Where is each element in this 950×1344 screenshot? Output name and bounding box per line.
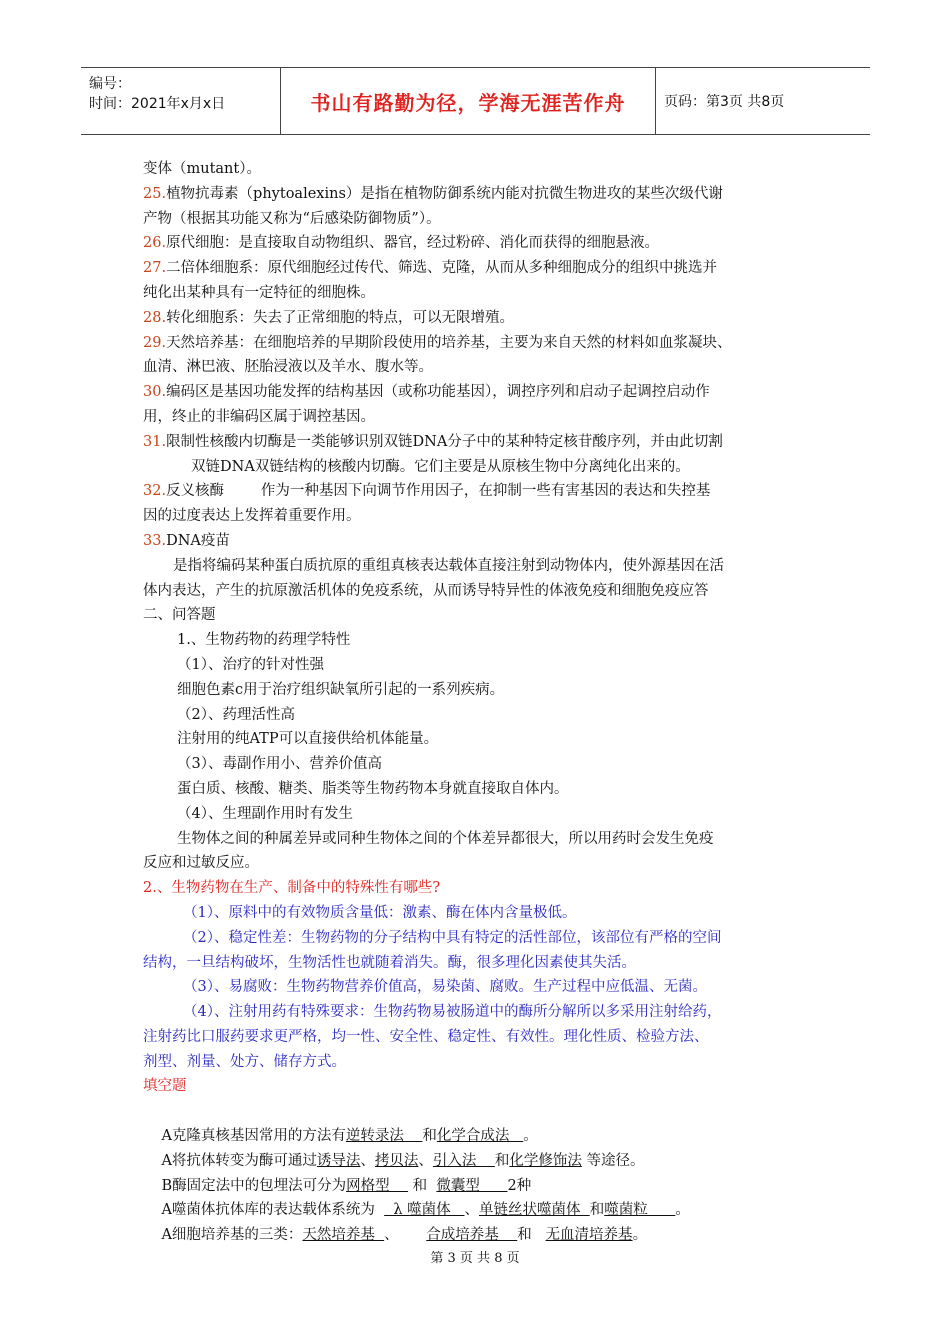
definition-27: 27.二倍体细胞系：原代细胞经过传代、筛选、克隆，从而从多种细胞成分的组织中挑选并 xyxy=(143,260,718,277)
definition-29: 29.天然培养基：在细胞培养的早期阶段使用的培养基，主要为来自天然的材料如血浆凝块、 xyxy=(143,334,732,351)
text-line: （3）、毒副作用小、营养价值高 xyxy=(177,756,382,773)
text-line: 因的过度表达上发挥着重要作用。 xyxy=(143,508,361,525)
text-line: 产物（根据其功能又称为“后感染防御物质”）。 xyxy=(143,210,441,227)
text-line: （2）、稳定性差：生物药物的分子结构中具有特定的活性部位，该部位有严格的空间 xyxy=(183,929,722,946)
text-line: 注射用的纯ATP可以直接供给机体能量。 xyxy=(177,731,439,748)
document-date: 时间：2021年x月x日 xyxy=(89,96,226,112)
fill-answer: 引入法 xyxy=(432,1152,495,1169)
definition-32: 32.反义核酶 作为一种基因下向调节作用因子，在抑制一些有害基因的表达和失控基 xyxy=(143,483,711,500)
fill-answer: 化学合成法 xyxy=(436,1128,524,1145)
text-line: 是指将编码某种蛋白质抗原的重组真核表达载体直接注射到动物体内，使外源基因在活 xyxy=(173,557,724,574)
question-2: 2.、生物药物在生产、制备中的特殊性有哪些? xyxy=(143,880,441,897)
text-line: （1）、原料中的有效物质含量低：激素、酶在体内含量极低。 xyxy=(183,904,577,921)
fill-item-3: B酶固定法中的包埋法可分为网格型 和 微囊型 2种 xyxy=(161,1177,532,1194)
text-line: 细胞色素c用于治疗组织缺氧所引起的一系列疾病。 xyxy=(177,681,505,698)
fill-item-2: A将抗体转变为酶可通过诱导法、拷贝法、引入法 和化学修饰法 等途径。 xyxy=(161,1152,645,1169)
definition-31: 31.限制性核酸内切酶是一类能够识别双链DNA分子中的某种特定核苷酸序列，并由此切割 xyxy=(143,433,723,450)
header-page-info: 页码：第3页 共8页 xyxy=(664,94,785,110)
text-line: （2）、药理活性高 xyxy=(177,706,295,723)
text-line: 剂型、剂量、处方、储存方式。 xyxy=(143,1053,346,1070)
text-line: 用，终止的非编码区属于调控基因。 xyxy=(143,408,375,425)
fill-answer: 噬菌粒 xyxy=(604,1202,676,1219)
fill-answer: 单链丝状噬菌体 xyxy=(479,1202,590,1219)
page-footer: 第 3 页 共 8 页 xyxy=(430,1251,520,1266)
text-line: 蛋白质、核酸、糖类、脂类等生物药物本身就直接取自体内。 xyxy=(177,780,569,797)
fill-answer: 化学修饰法 xyxy=(509,1152,582,1169)
text-line: 生物体之间的种属差异或同种生物体之间的个体差异都很大，所以用药时会发生免疫 xyxy=(177,830,714,847)
header-motto: 书山有路勤为径，学海无涯苦作舟 xyxy=(281,68,656,134)
document-number-label: 编号： xyxy=(89,76,131,92)
fill-item-5: A细胞培养基的三类：天然培养基 、 合成培养基 和 无血清培养基。 xyxy=(161,1227,648,1244)
document-body xyxy=(143,157,823,1244)
page-header xyxy=(81,67,870,135)
fill-answer: 网格型 xyxy=(346,1177,409,1194)
text-line: （4）、注射用药有特殊要求：生物药物易被肠道中的酶所分解所以多采用注射给药， xyxy=(183,1004,722,1021)
fill-answer: 拷贝法 xyxy=(374,1152,419,1169)
definition-25: 25.植物抗毒素（phytoalexins）是指在植物防御系统内能对抗微生物进攻的某些次级代谢 xyxy=(143,185,723,202)
text-line: 变体（mutant）。 xyxy=(143,161,261,177)
text-line: （3）、易腐败：生物药物营养价值高，易染菌、腐败。生产过程中应低温、无菌。 xyxy=(183,979,707,996)
text-line: 体内表达，产生的抗原激活机体的免疫系统，从而诱导特异性的体液免疫和细胞免疫应答 xyxy=(143,582,709,599)
fill-answer: 诱导法 xyxy=(316,1152,361,1169)
definition-33: 33.DNA疫苗 xyxy=(143,532,230,549)
fill-item-4: A噬菌体抗体库的表达载体系统为 λ 噬菌体 、单链丝状噬菌体 和噬菌粒 。 xyxy=(161,1202,690,1219)
fill-item-1: A克隆真核基因常用的方法有逆转录法 和化学合成法 。 xyxy=(161,1128,538,1145)
text-line: （4）、生理副作用时有发生 xyxy=(177,805,353,822)
section-heading-qa: 二、问答题 xyxy=(143,607,216,624)
fill-answer: 无血清培养基 xyxy=(545,1227,633,1244)
question-1: 1.、生物药物的药理学特性 xyxy=(177,632,351,649)
fill-in-heading: 填空题 xyxy=(143,1078,187,1095)
definition-26: 26.原代细胞：是直接取自动物组织、器官，经过粉碎、消化而获得的细胞悬液。 xyxy=(143,235,660,252)
text-line: 结构，一旦结构破坏，生物活性也就随着消失。酶，很多理化因素使其失活。 xyxy=(143,954,636,971)
fill-answer: 天然培养基 xyxy=(302,1227,385,1244)
text-line: 注射药比口服药要求更严格，均一性、安全性、稳定性、有效性。理化性质、检验方法、 xyxy=(143,1028,709,1045)
fill-answer: λ 噬菌体 xyxy=(384,1202,465,1219)
definition-28: 28.转化细胞系：失去了正常细胞的特点，可以无限增殖。 xyxy=(143,309,515,326)
fill-answer: 逆转录法 xyxy=(345,1128,423,1145)
fill-answer: 微囊型 xyxy=(436,1177,508,1194)
header-left xyxy=(81,68,281,134)
text-line: 反应和过敏反应。 xyxy=(143,855,259,872)
text-line: 纯化出某种具有一定特征的细胞株。 xyxy=(143,284,375,301)
definition-30: 30.编码区是基因功能发挥的结构基因（或称功能基因），调控序列和启动子起调控启动作 xyxy=(143,384,710,401)
text-line: 血清、淋巴液、胚胎浸液以及羊水、腹水等。 xyxy=(143,359,433,376)
text-line: （1）、治疗的针对性强 xyxy=(177,656,324,673)
fill-answer: 合成培养基 xyxy=(426,1227,518,1244)
text-line: 双链DNA双链结构的核酸内切酶。它们主要是从原核生物中分离纯化出来的。 xyxy=(191,458,690,475)
